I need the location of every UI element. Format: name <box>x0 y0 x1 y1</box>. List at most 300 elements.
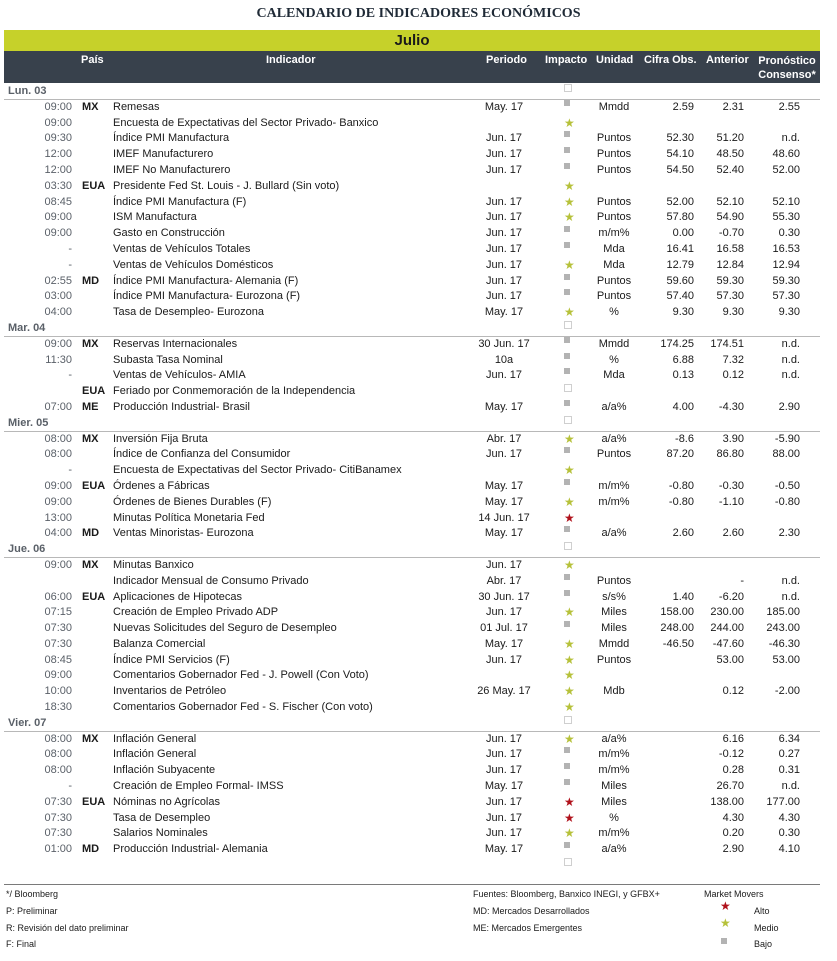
row-indicator: Encuesta de Expectativas del Sector Privado- Banxico <box>113 116 379 129</box>
row-period: 14 Jun. 17 <box>478 511 530 524</box>
row-unit: Puntos <box>596 132 632 145</box>
row-previous: 16.58 <box>716 242 744 255</box>
row-time: 07:30 <box>44 827 72 840</box>
row-forecast: 0.30 <box>778 827 800 840</box>
row-time: 10:00 <box>44 685 72 698</box>
day-header-row <box>4 321 820 337</box>
row-time: 06:00 <box>44 590 72 603</box>
row-country: EUA <box>82 795 106 808</box>
row-period: Jun. 17 <box>485 258 523 271</box>
row-forecast: n.d. <box>781 574 800 587</box>
note-final: F: Final <box>6 939 37 949</box>
table-row: 08:00 MX Inflación General Jun. 17 a/a% 6.16 6.34 ★ <box>4 732 820 748</box>
row-country: EUA <box>82 179 106 192</box>
table-header <box>4 51 820 83</box>
row-observed: 0.13 <box>672 369 694 382</box>
row-forecast: 4.10 <box>778 843 800 856</box>
row-forecast: 185.00 <box>766 606 800 619</box>
row-time: 07:30 <box>44 811 72 824</box>
indicator-table <box>4 84 820 874</box>
row-forecast: 0.31 <box>778 764 800 777</box>
row-indicator: Inflación Subyacente <box>113 764 216 777</box>
row-period: Jun. 17 <box>485 827 523 840</box>
row-unit: a/a% <box>601 843 627 856</box>
row-previous: 9.30 <box>722 306 744 319</box>
day-header-row <box>4 542 820 558</box>
row-unit: a/a% <box>601 732 627 745</box>
row-period: Jun. 17 <box>485 448 523 461</box>
row-time: 09:00 <box>44 479 72 492</box>
row-indicator: Inflación General <box>113 748 197 761</box>
table-row <box>4 226 820 242</box>
row-period: 30 Jun. 17 <box>478 590 530 603</box>
row-unit: Puntos <box>596 148 632 161</box>
row-forecast: 2.30 <box>778 527 800 540</box>
row-forecast: 9.30 <box>778 306 800 319</box>
row-observed: 2.60 <box>672 527 694 540</box>
row-unit: Puntos <box>596 163 632 176</box>
row-time: 07:30 <box>44 795 72 808</box>
blank-row <box>4 858 820 874</box>
row-previous: 2.31 <box>722 100 744 113</box>
row-time: 09:00 <box>44 669 72 682</box>
day-label: Mier. 05 <box>8 416 49 429</box>
row-unit: m/m% <box>598 227 630 240</box>
row-period: May. 17 <box>484 780 524 793</box>
row-previous: 244.00 <box>710 622 744 635</box>
table-row <box>4 779 820 795</box>
row-country: MX <box>82 558 99 571</box>
row-observed: 52.30 <box>666 132 694 145</box>
row-period: May. 17 <box>484 637 524 650</box>
row-observed: 174.25 <box>660 337 694 350</box>
row-period: 01 Jul. 17 <box>480 622 528 635</box>
row-previous: 0.12 <box>722 685 744 698</box>
day-label: Jue. 06 <box>8 543 46 556</box>
row-time: 08:00 <box>44 764 72 777</box>
row-previous: -0.12 <box>718 748 744 761</box>
row-forecast: n.d. <box>781 590 800 603</box>
row-unit: m/m% <box>598 479 630 492</box>
row-indicator: Reservas Internacionales <box>113 337 238 350</box>
row-previous: 86.80 <box>716 448 744 461</box>
row-period: 26 May. 17 <box>477 685 531 698</box>
row-forecast: 0.27 <box>778 748 800 761</box>
row-time: - <box>68 258 72 271</box>
row-time: 18:30 <box>44 701 72 714</box>
row-observed: 16.41 <box>666 242 694 255</box>
row-period: 10a <box>494 353 514 366</box>
row-period: May. 17 <box>484 527 524 540</box>
table-row <box>4 337 820 353</box>
row-indicator: Minutas Banxico <box>113 558 194 571</box>
row-unit: Mmdd <box>598 637 630 650</box>
row-time: 07:30 <box>44 637 72 650</box>
table-row: 09:00 MX Minutas Banxico Jun. 17 ★ <box>4 558 820 574</box>
row-observed: 87.20 <box>666 448 694 461</box>
row-forecast: 55.30 <box>772 211 800 224</box>
table-row: 09:00 Comentarios Gobernador Fed - J. Powell (Con Voto) ★ <box>4 668 820 684</box>
row-previous: 2.60 <box>722 527 744 540</box>
row-country: MX <box>82 100 99 113</box>
note-preliminar: P: Preliminar <box>6 906 58 916</box>
row-previous: 3.90 <box>722 432 744 445</box>
row-observed: 52.00 <box>666 195 694 208</box>
day-label: Mar. 04 <box>8 321 46 334</box>
row-unit: m/m% <box>598 495 630 508</box>
row-period: Jun. 17 <box>485 132 523 145</box>
row-forecast: -0.80 <box>774 495 800 508</box>
row-period: Jun. 17 <box>485 764 523 777</box>
table-row: 03:30 EUA Presidente Fed St. Louis - J. Bullard (Sin voto) ★ <box>4 179 820 195</box>
header-country: País <box>81 54 104 66</box>
row-period: Jun. 17 <box>485 369 523 382</box>
row-time: 08:00 <box>44 448 72 461</box>
table-row: 04:00 Tasa de Desempleo- Eurozona May. 17 % 9.30 9.30 9.30 ★ <box>4 305 820 321</box>
row-previous: 230.00 <box>710 606 744 619</box>
row-forecast: 6.34 <box>778 732 800 745</box>
row-unit: % <box>609 811 619 824</box>
table-row <box>4 574 820 590</box>
row-indicator: Tasa de Desempleo- Eurozona <box>113 306 265 319</box>
row-time: 08:00 <box>44 748 72 761</box>
row-indicator: Ventas Minoristas- Eurozona <box>113 527 254 540</box>
table-row <box>4 747 820 763</box>
table-row <box>4 163 820 179</box>
header-indicator: Indicador <box>266 54 316 66</box>
row-country: EUA <box>82 479 106 492</box>
row-indicator: IMEF Manufacturero <box>113 148 214 161</box>
row-period: Jun. 17 <box>485 653 523 666</box>
row-previous: -0.70 <box>718 227 744 240</box>
table-row: 13:00 Minutas Política Monetaria Fed 14 Jun. 17 ★ <box>4 511 820 527</box>
row-indicator: Inventarios de Petróleo <box>113 685 227 698</box>
note-bloomberg: */ Bloomberg <box>6 889 59 899</box>
row-previous: - <box>740 574 744 587</box>
row-unit: m/m% <box>598 827 630 840</box>
row-forecast: -2.00 <box>774 685 800 698</box>
legend-mid-star-icon: ★ <box>720 916 731 930</box>
table-row: 07:30 Tasa de Desempleo Jun. 17 % 4.30 4.30 ★ <box>4 811 820 827</box>
row-indicator: ISM Manufactura <box>113 211 197 224</box>
row-period: May. 17 <box>484 495 524 508</box>
row-period: Jun. 17 <box>485 211 523 224</box>
row-forecast: n.d. <box>781 369 800 382</box>
row-indicator: Creación de Empleo Formal- IMSS <box>113 780 284 793</box>
row-indicator: Índice PMI Manufactura <box>113 132 230 145</box>
row-previous: 57.30 <box>716 290 744 303</box>
footer-divider <box>4 884 820 885</box>
row-time: 09:00 <box>44 337 72 350</box>
row-forecast: -0.50 <box>774 479 800 492</box>
row-unit: Puntos <box>596 274 632 287</box>
row-forecast: n.d. <box>781 780 800 793</box>
row-country: EUA <box>82 385 106 398</box>
row-indicator: Índice PMI Manufactura- Eurozona (F) <box>113 290 301 303</box>
row-forecast: 4.30 <box>778 811 800 824</box>
row-indicator: Nuevas Solicitudes del Seguro de Desempleo <box>113 622 337 635</box>
row-forecast: 59.30 <box>772 274 800 287</box>
row-previous: 6.16 <box>722 732 744 745</box>
row-period: Jun. 17 <box>485 558 523 571</box>
row-observed: 54.10 <box>666 148 694 161</box>
row-previous: 53.00 <box>716 653 744 666</box>
row-unit: a/a% <box>601 527 627 540</box>
table-row <box>4 289 820 305</box>
row-previous: 2.90 <box>722 843 744 856</box>
row-country: MD <box>82 274 100 287</box>
row-time: 12:00 <box>44 163 72 176</box>
row-unit: Puntos <box>596 448 632 461</box>
row-period: May. 17 <box>484 400 524 413</box>
row-country: MD <box>82 843 100 856</box>
row-previous: -0.30 <box>718 479 744 492</box>
header-forecast-line1: Pronóstico <box>758 55 816 67</box>
row-indicator: Presidente Fed St. Louis - J. Bullard (Sin voto) <box>113 179 340 192</box>
row-period: May. 17 <box>484 479 524 492</box>
row-country: MX <box>82 432 99 445</box>
table-row <box>4 400 820 416</box>
row-indicator: IMEF No Manufacturero <box>113 163 231 176</box>
row-time: 07:00 <box>44 400 72 413</box>
row-period: Jun. 17 <box>485 274 523 287</box>
row-indicator: Índice PMI Manufactura- Alemania (F) <box>113 274 299 287</box>
row-unit: Puntos <box>596 290 632 303</box>
table-row <box>4 100 820 116</box>
row-time: 08:00 <box>44 432 72 445</box>
table-row: 07:30 Salarios Nominales Jun. 17 m/m% 0.20 0.30 ★ <box>4 826 820 842</box>
header-forecast-line2: Consenso* <box>758 69 816 81</box>
row-time: 09:00 <box>44 495 72 508</box>
table-row: 07:15 Creación de Empleo Privado ADP Jun. 17 Miles 158.00 230.00 185.00 ★ <box>4 605 820 621</box>
row-indicator: Órdenes a Fábricas <box>113 479 210 492</box>
page-title: CALENDARIO DE INDICADORES ECONÓMICOS <box>256 6 581 21</box>
legend-high-label: Alto <box>754 906 770 916</box>
row-previous: 4.30 <box>722 811 744 824</box>
table-row: - Encuesta de Expectativas del Sector Privado- CitiBanamex ★ <box>4 463 820 479</box>
row-indicator: Nóminas no Agrícolas <box>113 795 220 808</box>
row-time: 04:00 <box>44 306 72 319</box>
row-forecast: 0.30 <box>778 227 800 240</box>
row-unit: Miles <box>601 795 627 808</box>
row-indicator: Índice de Confianza del Consumidor <box>113 448 291 461</box>
row-indicator: Inversión Fija Bruta <box>113 432 208 445</box>
row-time: 08:45 <box>44 653 72 666</box>
row-period: Jun. 17 <box>485 606 523 619</box>
row-unit: Puntos <box>596 195 632 208</box>
table-row: 10:00 Inventarios de Petróleo 26 May. 17 Mdb 0.12 -2.00 ★ <box>4 684 820 700</box>
row-period: May. 17 <box>484 306 524 319</box>
row-time: 09:00 <box>44 116 72 129</box>
row-forecast: 53.00 <box>772 653 800 666</box>
table-row <box>4 131 820 147</box>
row-period: Jun. 17 <box>485 811 523 824</box>
row-time: - <box>68 369 72 382</box>
row-unit: Mda <box>603 258 625 271</box>
row-forecast: n.d. <box>781 337 800 350</box>
row-indicator: Producción Industrial- Alemania <box>113 843 268 856</box>
day-label: Vier. 07 <box>8 716 47 729</box>
row-forecast: n.d. <box>781 132 800 145</box>
row-time: 08:00 <box>44 732 72 745</box>
row-country: MD <box>82 527 100 540</box>
row-observed: -0.80 <box>668 495 694 508</box>
row-previous: -6.20 <box>718 590 744 603</box>
row-indicator: Feriado por Conmemoración de la Independencia <box>113 385 356 398</box>
row-time: 09:30 <box>44 132 72 145</box>
row-indicator: Producción Industrial- Brasil <box>113 400 250 413</box>
row-previous: 0.12 <box>722 369 744 382</box>
row-forecast: -46.30 <box>768 637 800 650</box>
row-observed: -0.80 <box>668 479 694 492</box>
row-time: 08:45 <box>44 195 72 208</box>
row-forecast: 16.53 <box>772 242 800 255</box>
row-indicator: Comentarios Gobernador Fed - S. Fischer (Con voto) <box>113 701 373 714</box>
row-period: Jun. 17 <box>485 163 523 176</box>
row-indicator: Tasa de Desempleo <box>113 811 211 824</box>
row-unit: % <box>609 306 619 319</box>
day-header-row <box>4 716 820 732</box>
row-previous: 0.28 <box>722 764 744 777</box>
header-forecast <box>756 54 818 82</box>
row-previous: 54.90 <box>716 211 744 224</box>
row-indicator: Remesas <box>113 100 160 113</box>
row-indicator: Encuesta de Expectativas del Sector Privado- CitiBanamex <box>113 464 402 477</box>
row-indicator: Salarios Nominales <box>113 827 208 840</box>
row-observed: 12.79 <box>666 258 694 271</box>
row-previous: -1.10 <box>718 495 744 508</box>
table-row: 08:45 Índice PMI Servicios (F) Jun. 17 Puntos 53.00 53.00 ★ <box>4 653 820 669</box>
day-label: Lun. 03 <box>8 85 47 97</box>
row-time: 11:30 <box>45 353 72 366</box>
row-indicator: Órdenes de Bienes Durables (F) <box>113 495 272 508</box>
row-unit: Mda <box>603 369 625 382</box>
row-unit: m/m% <box>598 748 630 761</box>
table-row <box>4 763 820 779</box>
day-header-row <box>4 416 820 432</box>
row-observed: 1.40 <box>672 590 694 603</box>
row-indicator: Aplicaciones de Hipotecas <box>113 590 243 603</box>
row-previous: 0.20 <box>722 827 744 840</box>
row-country: EUA <box>82 590 106 603</box>
row-time: 07:15 <box>44 606 72 619</box>
row-observed: 4.00 <box>672 400 694 413</box>
row-time: 12:00 <box>44 148 72 161</box>
legend-high-star-icon: ★ <box>720 899 731 913</box>
row-indicator: Balanza Comercial <box>113 637 206 650</box>
row-period: May. 17 <box>484 843 524 856</box>
header-period: Periodo <box>486 54 527 66</box>
table-row: 08:00 MX Inversión Fija Bruta Abr. 17 a/a% -8.6 3.90 -5.90 ★ <box>4 432 820 448</box>
row-period: Jun. 17 <box>485 795 523 808</box>
row-previous: 59.30 <box>716 274 744 287</box>
row-previous: 52.10 <box>716 195 744 208</box>
row-forecast: 2.90 <box>778 400 800 413</box>
row-period: 30 Jun. 17 <box>478 337 530 350</box>
table-row: - Ventas de Vehículos Domésticos Jun. 17 Mda 12.79 12.84 12.94 ★ <box>4 258 820 274</box>
row-time: 01:00 <box>44 843 72 856</box>
row-observed: 59.60 <box>666 274 694 287</box>
row-forecast: 52.10 <box>772 195 800 208</box>
row-unit: Miles <box>601 780 627 793</box>
table-row <box>4 590 820 606</box>
row-previous: 174.51 <box>710 337 744 350</box>
table-row <box>4 147 820 163</box>
header-prev: Anterior <box>706 54 749 66</box>
row-period: Jun. 17 <box>485 732 523 745</box>
row-time: - <box>68 780 72 793</box>
legend-low-square-icon <box>721 934 727 948</box>
row-indicator: Ventas de Vehículos Domésticos <box>113 258 274 271</box>
row-unit: Mdb <box>603 685 625 698</box>
month-bar: Julio <box>4 30 820 51</box>
row-observed: 6.88 <box>672 353 694 366</box>
sources-note: Fuentes: Bloomberg, Banxico INEGI, y GFBX+ <box>473 889 660 899</box>
row-period: Jun. 17 <box>485 290 523 303</box>
table-row: 09:00 Órdenes de Bienes Durables (F) May. 17 m/m% -0.80 -1.10 -0.80 ★ <box>4 495 820 511</box>
note-revision: R: Revisión del dato preliminar <box>6 923 129 933</box>
table-row: 07:30 EUA Nóminas no Agrícolas Jun. 17 Miles 138.00 177.00 ★ <box>4 795 820 811</box>
row-unit: Puntos <box>596 211 632 224</box>
table-row <box>4 274 820 290</box>
table-row <box>4 842 820 858</box>
row-observed: -46.50 <box>662 637 694 650</box>
header-unit: Unidad <box>596 54 634 66</box>
row-unit: a/a% <box>601 400 627 413</box>
table-row <box>4 526 820 542</box>
row-forecast: 12.94 <box>772 258 800 271</box>
table-row <box>4 621 820 637</box>
row-forecast: 243.00 <box>766 622 800 635</box>
table-row <box>4 479 820 495</box>
row-observed: 0.00 <box>672 227 694 240</box>
row-forecast: 57.30 <box>772 290 800 303</box>
row-unit: Mmdd <box>598 100 630 113</box>
day-header-row <box>4 84 820 100</box>
row-period: Jun. 17 <box>485 195 523 208</box>
row-unit: Mmdd <box>598 337 630 350</box>
row-unit: Mda <box>603 242 625 255</box>
row-indicator: Comentarios Gobernador Fed - J. Powell (Con Voto) <box>113 669 369 682</box>
row-indicator: Creación de Empleo Privado ADP <box>113 606 279 619</box>
me-note: ME: Mercados Emergentes <box>473 923 583 933</box>
row-time: 13:00 <box>44 511 72 524</box>
table-row <box>4 368 820 384</box>
row-time: - <box>68 242 72 255</box>
row-forecast: -5.90 <box>774 432 800 445</box>
legend-low-label: Bajo <box>754 939 773 949</box>
row-observed: -8.6 <box>675 432 694 445</box>
row-forecast: 177.00 <box>766 795 800 808</box>
row-indicator: Subasta Tasa Nominal <box>113 353 223 366</box>
row-observed: 54.50 <box>666 163 694 176</box>
row-observed: 57.80 <box>666 211 694 224</box>
row-previous: 138.00 <box>710 795 744 808</box>
row-indicator: Índice PMI Servicios (F) <box>113 653 230 666</box>
legend-mid-label: Medio <box>754 923 779 933</box>
row-previous: 51.20 <box>716 132 744 145</box>
row-period: Jun. 17 <box>485 748 523 761</box>
row-unit: Miles <box>601 622 627 635</box>
row-observed: 248.00 <box>660 622 694 635</box>
table-row: 09:00 ISM Manufactura Jun. 17 Puntos 57.80 54.90 55.30 ★ <box>4 210 820 226</box>
row-indicator: Ventas de Vehículos- AMIA <box>113 369 246 382</box>
row-unit: s/s% <box>602 590 626 603</box>
table-row: 18:30 Comentarios Gobernador Fed - S. Fischer (Con voto) ★ <box>4 700 820 716</box>
row-forecast: 2.55 <box>778 100 800 113</box>
row-observed: 158.00 <box>660 606 694 619</box>
row-period: Jun. 17 <box>485 148 523 161</box>
